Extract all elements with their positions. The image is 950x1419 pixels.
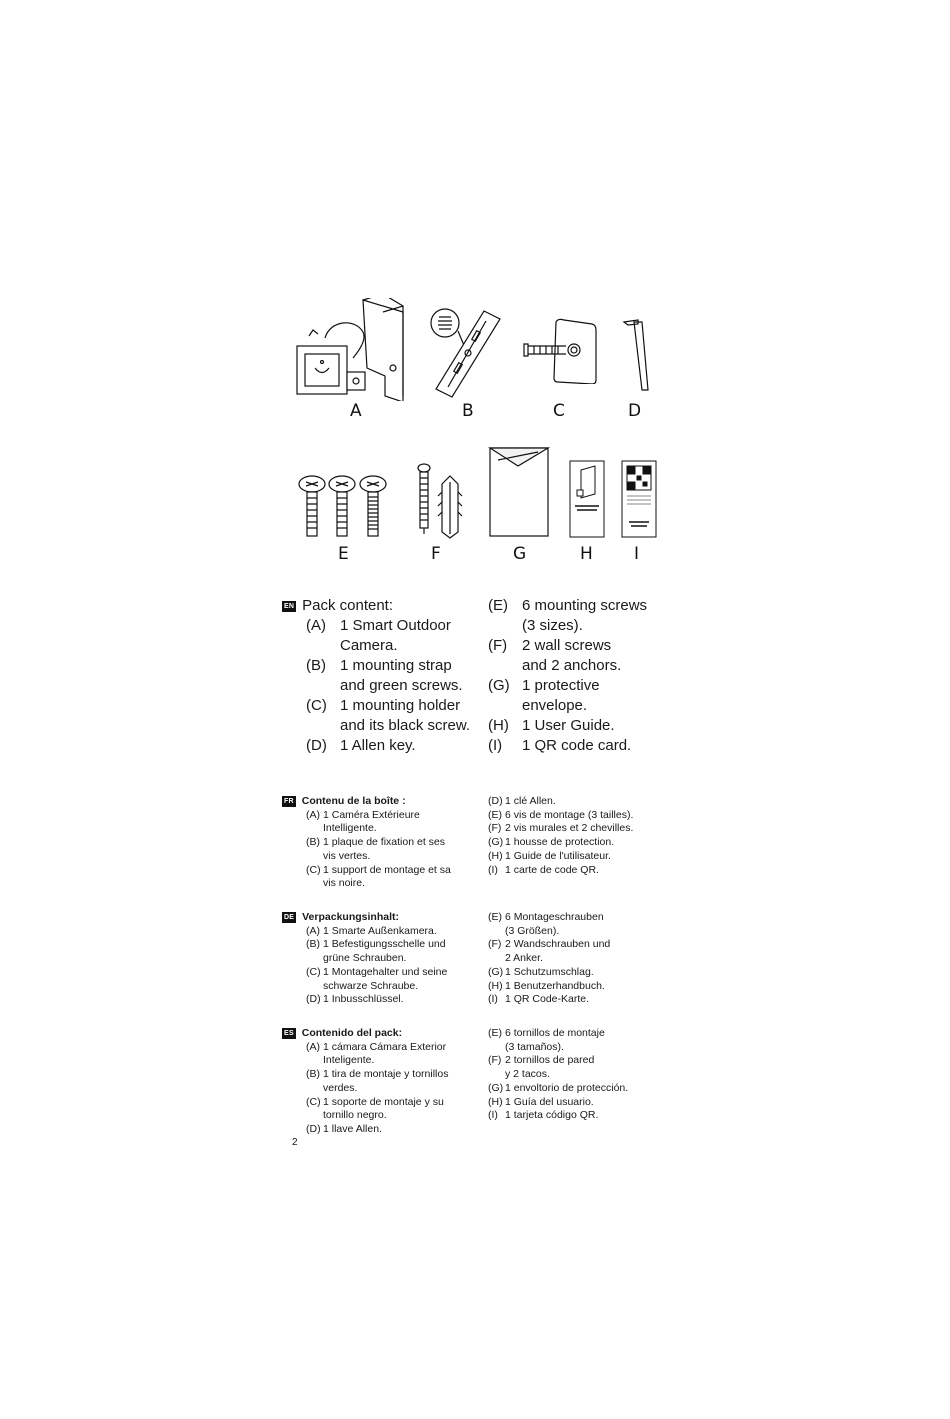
list-item: (A) 1 Caméra Extérieure Intelligente. bbox=[306, 808, 420, 835]
label-h: H bbox=[580, 544, 593, 564]
page-number: 2 bbox=[292, 1137, 298, 1148]
list-item: (G) 1 envoltorio de protección. bbox=[488, 1081, 629, 1094]
fr-left-column bbox=[282, 795, 482, 891]
item-h-user-guide-illustration bbox=[569, 460, 605, 538]
label-b: B bbox=[462, 401, 474, 421]
list-item: (H) 1 Benutzerhandbuch. bbox=[488, 979, 605, 992]
label-d: D bbox=[628, 401, 642, 421]
item-b-mounting-strap-illustration bbox=[428, 305, 506, 399]
list-item: (D) 1 Inbusschlüssel. bbox=[306, 993, 404, 1006]
de-section bbox=[282, 911, 672, 1011]
de-language-badge: DE bbox=[284, 913, 295, 921]
fr-language-badge: FR bbox=[284, 797, 294, 805]
item-d-allen-key-illustration bbox=[620, 316, 656, 392]
de-heading: DE Verpackungsinhalt: bbox=[284, 911, 399, 923]
de-left-column bbox=[282, 911, 482, 1007]
list-item: (C) 1 mounting holder and its black screw. bbox=[306, 697, 471, 734]
list-item: (E) 6 tornillos de montaje (3 tamaños). bbox=[488, 1027, 605, 1053]
list-item: (G) 1 housse de protection. bbox=[488, 836, 615, 849]
label-g: G bbox=[513, 544, 527, 564]
list-item: (H) 1 Guide de l'utilisateur. bbox=[488, 849, 611, 862]
fr-heading: FR Contenu de la boîte : bbox=[284, 795, 406, 807]
list-item: (I) 1 tarjeta código QR. bbox=[488, 1109, 599, 1122]
en-left-column bbox=[282, 596, 482, 756]
label-f: F bbox=[431, 544, 441, 564]
list-item: (F) 2 Wandschrauben und 2 Anker. bbox=[488, 938, 611, 965]
label-c: C bbox=[553, 401, 565, 421]
fr-right-column bbox=[488, 795, 678, 877]
label-e: E bbox=[338, 544, 349, 564]
item-a-camera-illustration bbox=[295, 298, 420, 401]
es-language-badge: ES bbox=[284, 1029, 294, 1037]
en-section bbox=[282, 596, 672, 766]
item-i-qr-code-card-illustration bbox=[621, 460, 657, 538]
list-item: (I) 1 QR Code-Karte. bbox=[488, 993, 590, 1006]
label-a: A bbox=[350, 401, 362, 421]
item-e-mounting-screws-illustration bbox=[296, 474, 390, 538]
item-g-protective-envelope-illustration bbox=[488, 446, 550, 538]
en-right-column bbox=[488, 596, 678, 756]
list-item: (A) 1 Smarte Außenkamera. bbox=[306, 924, 437, 937]
list-item: (A) 1 Smart Outdoor Camera. bbox=[306, 617, 451, 654]
list-item: (D) 1 clé Allen. bbox=[488, 795, 556, 807]
de-right-column bbox=[488, 911, 678, 1007]
item-f-wall-screws-illustration bbox=[412, 462, 466, 540]
es-left-column bbox=[282, 1027, 482, 1137]
list-item: (F) 2 tornillos de pared y 2 tacos. bbox=[488, 1054, 595, 1081]
list-item: (A) 1 cámara Cámara Exterior Inteligente. bbox=[306, 1040, 447, 1067]
list-item: (E) 6 mounting screws (3 sizes). bbox=[488, 597, 648, 634]
es-heading: ES Contenido del pack: bbox=[284, 1027, 403, 1039]
list-item: (B) 1 Befestigungsschelle und grüne Schrauben. bbox=[306, 938, 446, 965]
list-item: (C) 1 support de montage et sa vis noire. bbox=[306, 863, 451, 890]
list-item: (H) 1 User Guide. bbox=[488, 717, 615, 734]
es-section bbox=[282, 1027, 672, 1137]
list-item: (B) 1 mounting strap and green screws. bbox=[306, 657, 463, 694]
item-c-mounting-holder-illustration bbox=[520, 318, 598, 384]
list-item: (I) 1 QR code card. bbox=[488, 737, 632, 754]
list-item: (B) 1 tira de montaje y tornillos verdes. bbox=[306, 1068, 449, 1094]
list-item: (F) 2 vis murales et 2 chevilles. bbox=[488, 822, 634, 835]
list-item: (H) 1 Guía del usuario. bbox=[488, 1095, 594, 1108]
list-item: (D) 1 Allen key. bbox=[306, 737, 416, 754]
list-item: (G) 1 protective envelope. bbox=[488, 677, 600, 714]
en-heading: EN Pack content: bbox=[284, 597, 394, 614]
en-language-badge: EN bbox=[284, 602, 295, 610]
list-item: (E) 6 Montageschrauben (3 Größen). bbox=[488, 911, 604, 937]
label-i: I bbox=[634, 544, 640, 564]
list-item: (F) 2 wall screws and 2 anchors. bbox=[488, 637, 622, 674]
list-item: (G) 1 Schutzumschlag. bbox=[488, 965, 594, 978]
list-item: (C) 1 soporte de montaje y su tornillo negro. bbox=[306, 1095, 444, 1122]
list-item: (C) 1 Montagehalter und seine schwarze Schraube. bbox=[306, 965, 448, 992]
es-right-column bbox=[488, 1027, 678, 1123]
list-item: (D) 1 llave Allen. bbox=[306, 1122, 382, 1135]
list-item: (E) 6 vis de montage (3 tailles). bbox=[488, 808, 634, 821]
list-item: (B) 1 plaque de fixation et ses vis vertes. bbox=[306, 836, 446, 862]
list-item: (I) 1 carte de code QR. bbox=[488, 863, 599, 876]
fr-section bbox=[282, 795, 672, 895]
